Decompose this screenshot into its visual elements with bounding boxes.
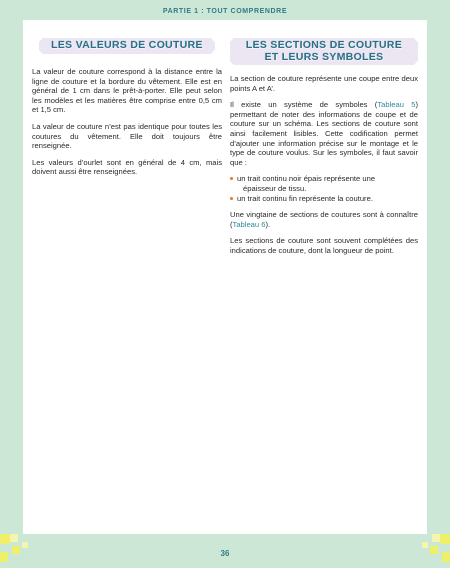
page-number: 36 (220, 549, 230, 558)
left-column (32, 20, 222, 184)
bullet-dot-icon (230, 197, 233, 200)
list-item (230, 194, 418, 204)
paragraph (230, 100, 418, 167)
page-header (0, 0, 450, 20)
section-title: PARTIE 1 : TOUT COMPRENDRE (162, 8, 288, 15)
heading-line: LES SECTIONS DE COUTURE (245, 39, 403, 51)
text: un trait continu fin représente la couture. (237, 193, 373, 203)
heading-valeurs-couture: LES VALEURS DE COUTURE (39, 38, 215, 54)
paragraph: La valeur de couture correspond à la distance entre la ligne de couture et la bordure du vêtement. Elle est en général de 1 cm dans le prêt-à-porter. Elle peut selon les modèles et les matières être comprise entre 0,5 cm et 1,5 cm. (32, 67, 222, 115)
text: ) permettant de noter des informations de coupe et de couture sur un schéma. Les sections de couture sont ainsi facilement lisibles. Cette codification permet d’ajouter une information précise sur le montage et le type de couture voulus. Sur les symboles, il faut savoir que : (230, 100, 419, 167)
page-content (23, 20, 427, 534)
tableau-6-link[interactable]: Tableau 6 (232, 219, 266, 229)
bullet-dot-icon (230, 177, 233, 180)
text: Il existe un système de symboles ( (230, 100, 378, 110)
symbol-list (230, 174, 418, 203)
heading-line: ET LEURS SYMBOLES (264, 51, 384, 63)
text: un trait continu noir épais représente une (237, 174, 376, 184)
paragraph (230, 210, 418, 229)
left-body (32, 67, 222, 177)
heading-sections-couture (230, 38, 418, 65)
text: épaisseur de tissu. (243, 183, 307, 193)
list-item (230, 174, 418, 193)
paragraph: Les valeurs d’ourlet sont en général de 4 cm, mais doivent aussi être renseignées. (32, 157, 222, 177)
text: ). (265, 219, 271, 229)
paragraph: La section de couture représente une coupe entre deux points A et A’. (230, 74, 418, 93)
text: Une vingtaine de sections de coutures sont à connaître ( (230, 210, 418, 229)
right-body (230, 74, 418, 256)
paragraph: Les sections de couture sont souvent complétées des indications de couture, dont la longueur de point. (230, 236, 418, 255)
right-column (230, 20, 418, 263)
paragraph: La valeur de couture n’est pas identique pour toutes les coutures du vêtement. Elle doit toujours être renseignée. (32, 121, 222, 151)
tableau-5-link[interactable]: Tableau 5 (377, 100, 416, 110)
